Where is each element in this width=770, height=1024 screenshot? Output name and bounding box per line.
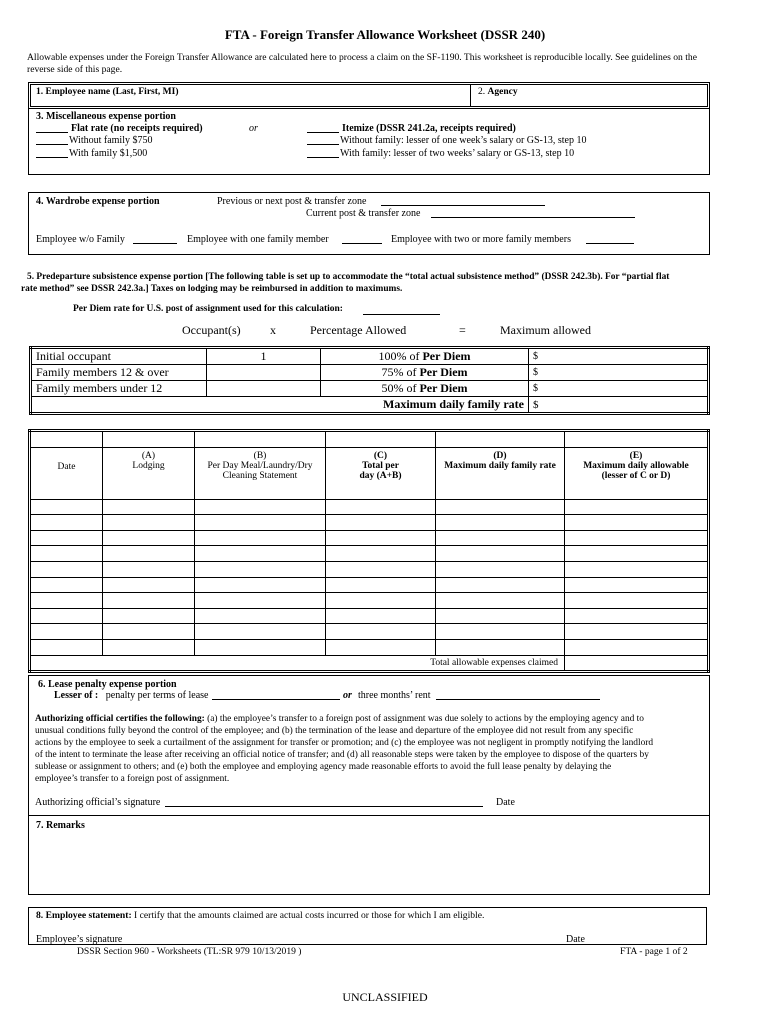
occupant-row bbox=[31, 381, 709, 397]
previous-post-label: Previous or next post & transfer zone bbox=[217, 196, 367, 207]
without-family-item-blank[interactable] bbox=[307, 144, 339, 145]
table-row bbox=[30, 515, 709, 531]
table-cell[interactable] bbox=[565, 546, 709, 562]
official-date-label: Date bbox=[496, 797, 515, 808]
itemize-label: Itemize (DSSR 241.2a, receipts required) bbox=[342, 123, 516, 134]
table-cell[interactable] bbox=[30, 577, 103, 593]
or-label: or bbox=[249, 123, 258, 134]
without-family-flat-label: Without family $750 bbox=[69, 135, 153, 146]
current-post-label: Current post & transfer zone bbox=[306, 208, 421, 219]
table-cell[interactable] bbox=[195, 639, 326, 655]
employee-signature-field[interactable] bbox=[130, 932, 550, 944]
col-letter bbox=[31, 451, 102, 462]
employee-statement-line: 8. Employee statement: I certify that the amounts claimed are actual costs incurred or those for which I am eligible. bbox=[36, 910, 485, 921]
footer-left: DSSR Section 960 - Worksheets (TL:SR 979 10/13/2019 ) bbox=[77, 946, 302, 957]
previous-post-field[interactable] bbox=[381, 205, 545, 206]
one-family-label: Employee with one family member bbox=[187, 234, 329, 245]
table-cell[interactable] bbox=[565, 593, 709, 609]
official-signature-field[interactable] bbox=[165, 806, 483, 807]
classification: UNCLASSIFIED bbox=[342, 990, 428, 1004]
table-row bbox=[30, 530, 709, 546]
with-family-flat-label: With family $1,500 bbox=[69, 148, 148, 159]
col-title: Maximum daily allowable (lesser of C or D) bbox=[583, 460, 689, 481]
table-cell[interactable] bbox=[103, 546, 195, 562]
occupant-count[interactable] bbox=[207, 365, 321, 381]
table-cell[interactable] bbox=[326, 608, 436, 624]
table-cell[interactable] bbox=[565, 530, 709, 546]
table-header-row bbox=[30, 447, 709, 499]
table-cell[interactable] bbox=[195, 608, 326, 624]
table-cell[interactable] bbox=[195, 577, 326, 593]
occupant-percent: 75% of Per Diem bbox=[321, 365, 529, 381]
wardrobe-expense-title: 4. Wardrobe expense portion bbox=[36, 196, 160, 207]
per-diem-rate-field[interactable] bbox=[363, 314, 440, 315]
table-cell[interactable] bbox=[30, 546, 103, 562]
table-cell[interactable] bbox=[436, 546, 565, 562]
table-cell[interactable] bbox=[326, 639, 436, 655]
table-cell[interactable] bbox=[30, 530, 103, 546]
max-daily-rate-row bbox=[31, 397, 709, 414]
table-cell[interactable] bbox=[436, 530, 565, 546]
total-label: Total allowable expenses claimed bbox=[30, 655, 565, 672]
wo-family-label: Employee w/o Family bbox=[36, 234, 125, 245]
table-cell[interactable] bbox=[436, 499, 565, 515]
max-daily-rate-label: Maximum daily family rate bbox=[31, 397, 529, 414]
without-family-flat-blank[interactable] bbox=[36, 144, 68, 145]
wo-family-field[interactable] bbox=[133, 243, 177, 244]
table-row bbox=[30, 608, 709, 624]
agency-divider bbox=[470, 84, 471, 107]
table-cell[interactable] bbox=[565, 639, 709, 655]
agency-label: 2. Agency bbox=[478, 87, 518, 97]
occupant-label: Family members 12 & over bbox=[31, 365, 207, 381]
percentage-header: Percentage Allowed bbox=[310, 323, 407, 337]
penalty-label: penalty per terms of lease bbox=[105, 690, 209, 701]
three-months-label: three months’ rent bbox=[358, 690, 431, 701]
col-date-header bbox=[30, 447, 103, 499]
remarks-title: 7. Remarks bbox=[36, 820, 85, 831]
table-cell[interactable] bbox=[103, 561, 195, 577]
table-cell[interactable] bbox=[195, 624, 326, 640]
certification-line: actions by the employee to seek a curtailment of the assignment for transfer or promotion; and (c) the employee was not negligent in promptly notifying the landlord bbox=[35, 738, 654, 749]
table-cell[interactable] bbox=[436, 608, 565, 624]
col-title: Total per day (A+B) bbox=[359, 460, 402, 481]
table-cell bbox=[30, 431, 103, 448]
equals-header: = bbox=[459, 323, 466, 337]
remarks-box[interactable] bbox=[28, 815, 710, 895]
or-label-2: or bbox=[343, 690, 352, 701]
table-cell[interactable] bbox=[436, 639, 565, 655]
table-row bbox=[30, 561, 709, 577]
table-row bbox=[30, 577, 709, 593]
maximum-allowed-header: Maximum allowed bbox=[500, 323, 591, 337]
agency-field[interactable] bbox=[478, 97, 706, 107]
certification-line: of the intent to terminate the lease after receiving an official notice of transfer; and (d) all reasonable steps were taken by the employee to dispose of the quarters by bbox=[35, 750, 649, 761]
two-family-label: Employee with two or more family members bbox=[391, 234, 571, 245]
col-maxrate-header bbox=[436, 447, 565, 499]
daily-expense-table bbox=[28, 429, 710, 673]
table-cell[interactable] bbox=[565, 624, 709, 640]
footer-right: FTA - page 1 of 2 bbox=[620, 946, 688, 957]
col-letter: (D) bbox=[493, 450, 507, 461]
official-signature-label: Authorizing official’s signature bbox=[35, 797, 161, 808]
table-cell[interactable] bbox=[565, 499, 709, 515]
lease-penalty-title: 6. Lease penalty expense portion bbox=[38, 679, 177, 690]
table-cell[interactable] bbox=[195, 561, 326, 577]
table-cell[interactable] bbox=[326, 577, 436, 593]
employee-name-field[interactable] bbox=[36, 97, 466, 107]
table-cell[interactable] bbox=[103, 577, 195, 593]
occupant-count[interactable] bbox=[207, 381, 321, 397]
table-row bbox=[30, 593, 709, 609]
occupant-percent: 100% of Per Diem bbox=[321, 348, 529, 365]
table-cell[interactable] bbox=[326, 624, 436, 640]
lesser-of-line bbox=[54, 690, 208, 701]
employee-date-label: Date bbox=[566, 934, 585, 945]
lesser-of-label: Lesser of : bbox=[54, 690, 99, 701]
table-cell[interactable] bbox=[195, 499, 326, 515]
col-meal-header bbox=[195, 447, 326, 499]
col-total-header bbox=[326, 447, 436, 499]
table-cell[interactable] bbox=[103, 499, 195, 515]
table-cell[interactable] bbox=[30, 593, 103, 609]
occupants-header: Occupant(s) bbox=[182, 323, 241, 337]
flat-rate-label: Flat rate (no receipts required) bbox=[71, 123, 203, 134]
table-cell[interactable] bbox=[30, 561, 103, 577]
certification-line: employee’s transfer to a foreign post of assignment. bbox=[35, 774, 230, 785]
table-cell[interactable] bbox=[195, 530, 326, 546]
table-cell bbox=[195, 431, 326, 448]
table-cell[interactable] bbox=[565, 608, 709, 624]
predeparture-line-1: 5. Predeparture subsistence expense portion [The following table is set up to accommodate the “total actual subsistence method” (DSSR 242.3b). For “partial flat bbox=[27, 272, 670, 282]
table-cell[interactable] bbox=[103, 593, 195, 609]
col-title: Per Day Meal/Laundry/Dry Cleaning Statement bbox=[207, 460, 313, 481]
col-letter: (E) bbox=[629, 450, 643, 461]
table-cell[interactable] bbox=[30, 499, 103, 515]
occupant-percent: 50% of Per Diem bbox=[321, 381, 529, 397]
table-top-row bbox=[30, 431, 709, 448]
table-cell bbox=[436, 431, 565, 448]
employee-name-label: 1. Employee name (Last, First, MI) bbox=[36, 87, 179, 97]
table-cell[interactable] bbox=[326, 561, 436, 577]
col-title: Date bbox=[57, 461, 76, 472]
table-cell bbox=[326, 431, 436, 448]
occupant-max-allowed[interactable]: $ bbox=[529, 381, 709, 397]
table-cell[interactable] bbox=[565, 577, 709, 593]
times-header: x bbox=[270, 323, 276, 337]
table-cell bbox=[103, 431, 195, 448]
table-cell[interactable] bbox=[103, 624, 195, 640]
intro-line-1: Allowable expenses under the Foreign Transfer Allowance are calculated here to process a claim on the SF-1190. This worksheet is reproducible locally. See guidelines on the bbox=[27, 52, 697, 63]
table-cell[interactable] bbox=[30, 608, 103, 624]
occupant-label: Initial occupant bbox=[31, 348, 207, 365]
occupant-row bbox=[31, 348, 709, 365]
with-family-flat-blank[interactable] bbox=[36, 157, 68, 158]
table-cell[interactable] bbox=[565, 561, 709, 577]
occupant-count[interactable]: 1 bbox=[207, 348, 321, 365]
table-cell[interactable] bbox=[436, 577, 565, 593]
total-row bbox=[30, 655, 709, 672]
certification-line: Authorizing official certifies the following: (a) the employee’s transfer to a foreign post of assignment was due solely to actions by the employing agency and to bbox=[35, 714, 644, 724]
table-cell[interactable] bbox=[326, 530, 436, 546]
table-cell[interactable] bbox=[30, 624, 103, 640]
occupant-max-allowed[interactable]: $ bbox=[529, 365, 709, 381]
intro-line-2: reverse side of this page. bbox=[27, 64, 123, 75]
table-cell[interactable] bbox=[103, 639, 195, 655]
table-cell[interactable] bbox=[195, 546, 326, 562]
one-family-field[interactable] bbox=[342, 243, 382, 244]
certification-text bbox=[35, 713, 707, 786]
col-letter: (C) bbox=[373, 450, 388, 461]
col-title: Lodging bbox=[132, 460, 165, 471]
col-letter: (A) bbox=[141, 450, 156, 461]
table-cell[interactable] bbox=[436, 624, 565, 640]
current-post-field[interactable] bbox=[431, 217, 635, 218]
certification-line: unusual conditions fully beyond the control of the employee; and (b) the termination of the lease and departure of the employee did not result from any specific bbox=[35, 726, 634, 737]
with-family-item-blank[interactable] bbox=[307, 157, 339, 158]
col-title: Maximum daily family rate bbox=[444, 460, 556, 471]
table-row bbox=[30, 499, 709, 515]
col-allowable-header bbox=[565, 447, 709, 499]
table-cell[interactable] bbox=[103, 530, 195, 546]
table-cell[interactable] bbox=[326, 546, 436, 562]
itemize-blank[interactable] bbox=[307, 132, 339, 133]
occupant-table bbox=[29, 346, 710, 415]
table-cell[interactable] bbox=[103, 608, 195, 624]
penalty-field[interactable] bbox=[212, 699, 340, 700]
table-row bbox=[30, 624, 709, 640]
col-lodging-header bbox=[103, 447, 195, 499]
flat-rate-blank[interactable] bbox=[36, 132, 68, 133]
two-family-field[interactable] bbox=[586, 243, 634, 244]
table-cell[interactable] bbox=[326, 515, 436, 531]
three-months-field[interactable] bbox=[436, 699, 600, 700]
with-family-item-label: With family: lesser of two weeks’ salary or GS-13, step 10 bbox=[340, 148, 575, 159]
col-letter: (B) bbox=[253, 450, 267, 461]
page-title: FTA - Foreign Transfer Allowance Worksheet (DSSR 240) bbox=[224, 27, 546, 42]
table-cell[interactable] bbox=[326, 593, 436, 609]
table-cell bbox=[565, 431, 709, 448]
certification-line: sublease or assignment to others; and (e) both the employee and employing agency made reasonable efforts to avoid the full lease penalty by delaying the bbox=[35, 762, 612, 773]
per-diem-rate-label: Per Diem rate for U.S. post of assignment used for this calculation: bbox=[73, 304, 343, 314]
without-family-item-label: Without family: lesser of one week’s salary or GS-13, step 10 bbox=[340, 135, 587, 146]
table-cell[interactable] bbox=[30, 639, 103, 655]
occupant-label: Family members under 12 bbox=[31, 381, 207, 397]
table-cell[interactable] bbox=[436, 593, 565, 609]
total-value[interactable] bbox=[565, 655, 709, 672]
table-cell[interactable] bbox=[30, 515, 103, 531]
occupant-row bbox=[31, 365, 709, 381]
employee-signature-label: Employee’s signature bbox=[36, 934, 123, 945]
predeparture-line-2: rate method” see DSSR 242.3a.] Taxes on lodging may be reimbursed in addition to maximums. bbox=[21, 284, 403, 294]
table-row bbox=[30, 639, 709, 655]
table-cell[interactable] bbox=[195, 515, 326, 531]
occupant-max-allowed[interactable]: $ bbox=[529, 348, 709, 365]
max-daily-rate-value[interactable]: $ bbox=[529, 397, 709, 414]
table-cell[interactable] bbox=[436, 515, 565, 531]
table-cell[interactable] bbox=[436, 561, 565, 577]
misc-expense-title: 3. Miscellaneous expense portion bbox=[36, 111, 176, 122]
table-cell[interactable] bbox=[103, 515, 195, 531]
table-row bbox=[30, 546, 709, 562]
table-cell[interactable] bbox=[565, 515, 709, 531]
table-cell[interactable] bbox=[195, 593, 326, 609]
table-cell[interactable] bbox=[326, 499, 436, 515]
